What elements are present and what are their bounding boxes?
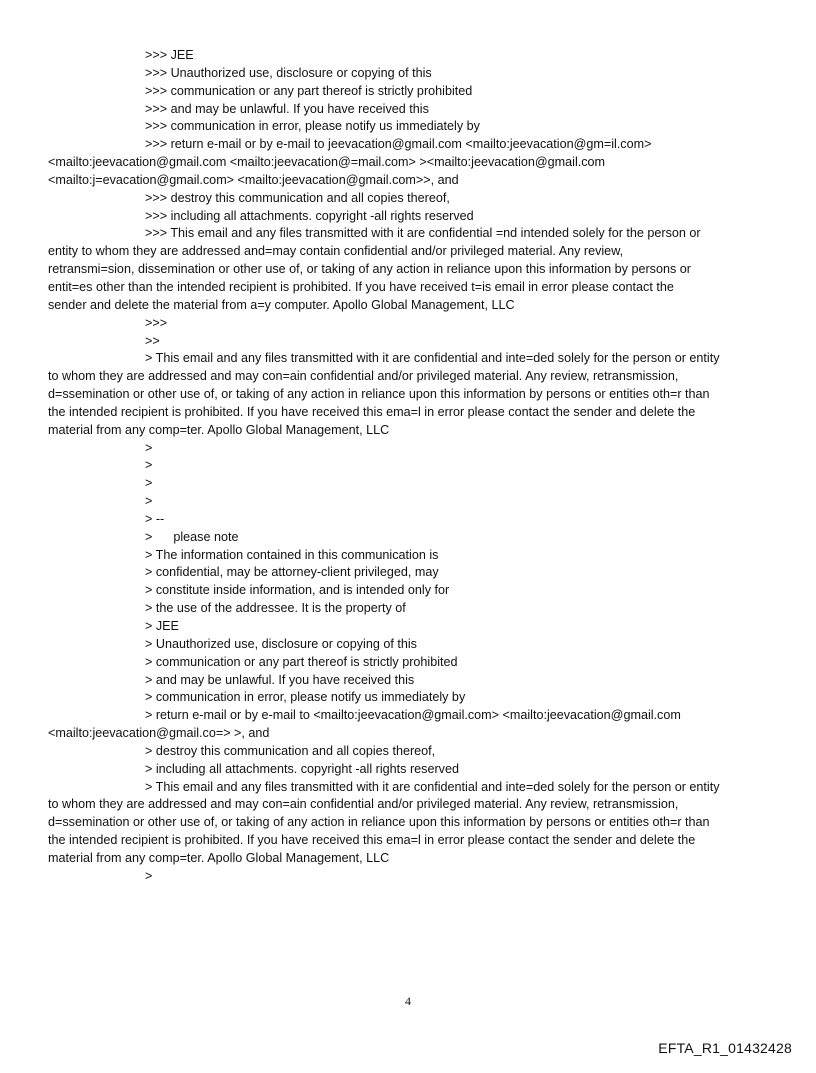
body-line: <mailto:j=evacation@gmail.com> <mailto:jeevacation@gmail.com>>, and (48, 172, 459, 187)
body-line: > (145, 868, 153, 883)
body-line: > destroy this communication and all copies thereof, (145, 743, 436, 758)
body-line: > please note (145, 529, 239, 544)
body-line: > -- (145, 511, 165, 526)
body-line: >>> Unauthorized use, disclosure or copying of this (145, 65, 432, 80)
body-line: > Unauthorized use, disclosure or copying of this (145, 636, 417, 651)
body-line: > (145, 458, 153, 473)
body-line: >>> communication or any part thereof is strictly prohibited (145, 83, 473, 98)
body-line: > and may be unlawful. If you have received this (145, 672, 415, 687)
body-line: >>> (145, 315, 168, 330)
body-line: the intended recipient is prohibited. If you have received this ema=l in error please contact the sender and delete the (48, 404, 696, 419)
page-number: 4 (405, 994, 411, 1008)
body-line: > (145, 476, 153, 491)
body-line: entit=es other than the intended recipient is prohibited. If you have received t=is email in error please contact the (48, 279, 674, 294)
body-line: material from any comp=ter. Apollo Global Management, LLC (48, 850, 390, 865)
body-line: >>> JEE (145, 48, 194, 62)
body-line: > JEE (145, 619, 179, 633)
body-line: the intended recipient is prohibited. If you have received this ema=l in error please contact the sender and delete the (48, 833, 696, 848)
body-line: >>> including all attachments. copyright -all rights reserved (145, 208, 474, 223)
body-line: retransmi=sion, dissemination or other use of, or taking of any action in reliance upon this information by persons or (48, 262, 691, 277)
body-line: >> (145, 333, 160, 348)
body-line: > This email and any files transmitted with it are confidential and inte=ded solely for the person or entity (145, 351, 720, 366)
body-line: entity to whom they are addressed and=may contain confidential and/or privileged material. Any review, (48, 244, 624, 259)
body-line: <mailto:jeevacation@gmail.co=> >, and (48, 726, 270, 741)
body-line: > communication in error, please notify us immediately by (145, 690, 466, 705)
body-line: >>> destroy this communication and all copies thereof, (145, 190, 450, 205)
body-line: d=ssemination or other use of, or taking of any action in reliance upon this information by persons or entities oth=r than (48, 387, 710, 402)
body-line: material from any comp=ter. Apollo Global Management, LLC (48, 422, 390, 437)
body-line: >>> and may be unlawful. If you have received this (145, 101, 429, 116)
body-line: > the use of the addressee. It is the property of (145, 601, 406, 616)
body-line: >>> return e-mail or by e-mail to jeevacation@gmail.com <mailto:jeevacation@gm=il.com> (145, 137, 652, 152)
body-line: >>> communication in error, please notify us immediately by (145, 119, 480, 134)
body-line: d=ssemination or other use of, or taking of any action in reliance upon this information by persons or entities oth=r than (48, 815, 710, 830)
body-line: > constitute inside information, and is intended only for (145, 583, 450, 598)
body-line: sender and delete the material from a=y computer. Apollo Global Management, LLC (48, 297, 515, 312)
body-line: to whom they are addressed and may con=ain confidential and/or privileged material. Any review, retransmission, (48, 797, 679, 812)
body-line: > including all attachments. copyright -all rights reserved (145, 761, 459, 776)
body-line: > communication or any part thereof is strictly prohibited (145, 654, 458, 669)
body-line: > (145, 440, 153, 455)
body-line: > (145, 494, 153, 509)
bates-number: EFTA_R1_01432428 (658, 1040, 792, 1056)
body-line: > return e-mail or by e-mail to <mailto:jeevacation@gmail.com> <mailto:jeevacation@gmail.com (145, 708, 681, 723)
body-line: > The information contained in this communication is (145, 547, 439, 562)
body-line: >>> This email and any files transmitted with it are confidential =nd intended solely for the person or (145, 226, 701, 241)
body-line: to whom they are addressed and may con=ain confidential and/or privileged material. Any review, retransmission, (48, 369, 679, 384)
body-line: > This email and any files transmitted with it are confidential and inte=ded solely for the person or entity (145, 779, 720, 794)
body-line: > confidential, may be attorney-client privileged, may (145, 565, 439, 580)
body-line: <mailto:jeevacation@gmail.com <mailto:jeevacation@=mail.com> ><mailto:jeevacation@gmail.com (48, 155, 606, 170)
email-body (48, 47, 776, 886)
